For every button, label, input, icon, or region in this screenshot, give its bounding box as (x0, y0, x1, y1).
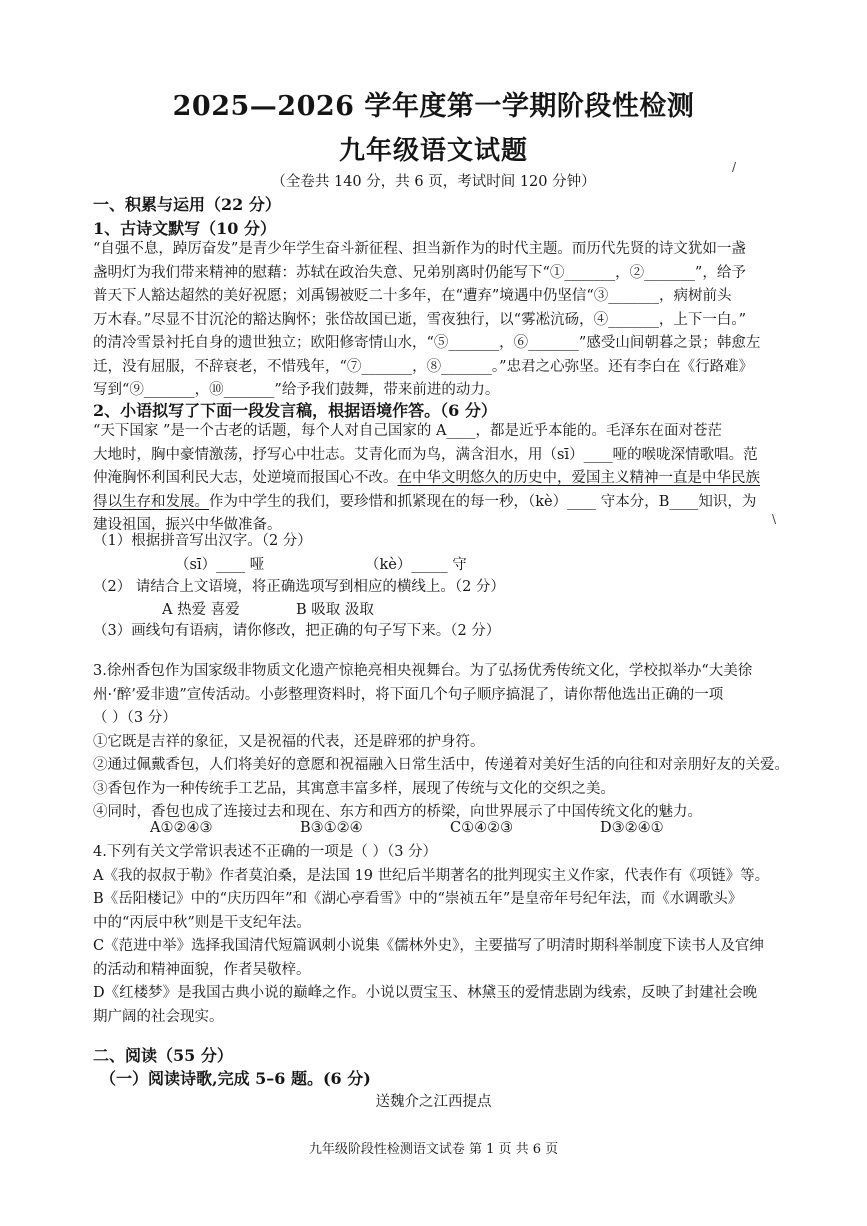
q2-sub1-item: （sī）____ 哑 (175, 557, 265, 573)
part2-heading: 二、阅读（55 分） (93, 1046, 233, 1065)
q4-line: 中的“丙辰中秋”则是干支纪年法。 (93, 914, 311, 931)
exam-info: （全卷共 140 分，共 6 页，考试时间 120 分钟） (271, 174, 596, 190)
part1-heading: 一、积累与运用（22 分） (93, 195, 281, 214)
poem-title: 送魏介之江西提点 (375, 1094, 492, 1110)
q2-underlined-sentence-part2: 得以生存和发展。 (93, 493, 209, 510)
q3-line: 州·‘醉’爱非遗”宣传活动。小彭整理资料时，将下面几个句子顺序搞混了，请你帮他选出正确的一项 (93, 686, 724, 703)
q1-body (93, 238, 793, 403)
q1-line: 普天下人豁达超然的美好祝愿；刘禹锡被贬二十多年，在“遭弃”境遇中仍坚信“③_______，病树前头 (93, 288, 732, 304)
exam-subject-title: 九年级语文试题 (338, 136, 528, 166)
q1-line: “自强不息，踔厉奋发”是青少年学生奋斗新征程、担当新作为的时代主题。而历代先贤的诗文犹如一盏 (93, 241, 746, 257)
q3-line: （ ）（3 分） (93, 710, 177, 726)
q2-body (93, 420, 793, 538)
q2-sub3: （3）画线句有语病，请你修改，把正确的句子写下来。（2 分） (93, 623, 501, 639)
q2-sub2-item: A 热爱 喜爱 (162, 602, 240, 618)
q2-underlined-sentence-part1: 在中华文明悠久的历史中，爱国主义精神一直是中华民族 (397, 470, 760, 486)
q3-options (150, 820, 750, 836)
q2-sub2-items (162, 598, 762, 619)
q2-sub2-item: B 吸取 汲取 (296, 602, 374, 618)
q1-heading: 1、古诗文默写（10 分） (93, 219, 276, 238)
q2-sub1: （1）根据拼音写出汉字。（2 分） (93, 533, 312, 549)
q3-line: 3.徐州香包作为国家级非物质文化遗产惊艳亮相央视舞台。为了弘扬优秀传统文化，学校拟举办“大美徐 (93, 663, 753, 679)
q1-line: 的清冷雪景衬托自身的遗世独立；欧阳修寄情山水，“⑤_______，⑥_______”感受山间朝暮之景；韩愈左 (93, 335, 761, 351)
q1-line: 万木春。”尽显不甘沉沦的豁达胸怀；张岱故国已逝，雪夜独行，以“雾凇沆砀，④_______，上下一白。” (93, 311, 746, 328)
q2-text: 仲淹胸怀利国利民大志，处逆境而报国心不改。 (93, 470, 398, 486)
q3-line: ①它既是吉祥的象征，又是祝福的代表，还是辟邪的护身符。 (93, 733, 485, 750)
q1-line: 盏明灯为我们带来精神的慰藉：苏轼在政治失意、兄弟别离时仍能写下“①_______，②_______”，给予 (93, 264, 746, 281)
q3-option-d: D③②④① (600, 820, 664, 836)
q4-line: 期广阔的社会现实。 (93, 1008, 224, 1025)
q2-line (93, 491, 793, 515)
stray-mark: / (732, 160, 737, 174)
q3-option-c: C①④②③ (450, 820, 514, 836)
q1-line: 写到“⑨_______，⑩_______”给予我们鼓舞，带来前进的动力。 (93, 382, 500, 398)
q4-line: B《岳阳楼记》中的“庆历四年”和《湖心亭看雪》中的“崇祯五年”是皇帝年号纪年法，而《水调歌头》 (93, 891, 743, 907)
q2-heading: 2、小语拟写了下面一段发言稿，根据语境作答。（6 分） (93, 401, 497, 420)
q4-line: 4.下列有关文学常识表述不正确的一项是（ ）（3 分） (93, 844, 438, 860)
q3-line: ④同时，香包也成了连接过去和现在、东方和西方的桥梁，向世界展示了中国传统文化的魅力。 (93, 804, 702, 820)
q2-line (93, 467, 793, 491)
q2-sub1-item: （kè）_____ 守 (365, 557, 467, 573)
q2-sub2: （2） 请结合上文语境，将正确选项写到相应的横线上。（2 分） (93, 579, 505, 595)
q2-line: “天下国家 ”是一个古老的话题，每个人对自己国家的 A____，都是近乎本能的。毛泽东在面对苍茫 (93, 423, 723, 439)
q3-option-b: B③①②④ (300, 820, 363, 836)
q3-line: ③香包作为一种传统手工艺品，其寓意丰富多样，展现了传统与文化的交织之美。 (93, 780, 615, 797)
q3-line: ②通过佩戴香包，人们将美好的意愿和祝福融入日常生活中，传递着对美好生活的向往和对亲朋好友的关爱。 (93, 757, 789, 773)
q2-text: 作为中学生的我们，要珍惜和抓紧现在的每一秒，（kè）____ 守本分，B____知识，为 (209, 493, 757, 510)
part2-sub-heading: （一）阅读诗歌,完成 5–6 题。(6 分) (100, 1069, 371, 1088)
q2-line: 建设祖国，振兴中华做准备。 (93, 517, 282, 533)
q4-line: C《范进中举》选择我国清代短篇讽刺小说集《儒林外史》，主要描写了明清时期科举制度下读书人及官绅 (93, 938, 764, 954)
q3-body (93, 660, 793, 825)
q2-line: 大地时，胸中豪情激荡，抒写心中壮志。艾青化而为鸟，满含泪水，用（sī）____哑的喉咙深情歌唱。范 (93, 446, 758, 463)
q4-line: 的活动和精神面貌，作者吴敬梓。 (93, 961, 311, 978)
stray-mark: \ (772, 512, 777, 526)
q2-sub1-items (175, 553, 775, 574)
exam-title: 2025—2026 学年度第一学期阶段性检测 (172, 91, 695, 122)
q1-line: 迁，没有屈服，不辞衰老，不惜残年，“⑦_______，⑧_______。”忠君之心弥坚。还有李白在《行路难》 (93, 358, 754, 375)
page-footer: 九年级阶段性检测语文试卷 第 1 页 共 6 页 (308, 1142, 559, 1157)
q4-body (93, 841, 793, 1029)
q3-option-a: A①②④③ (150, 820, 213, 836)
q4-line: A《我的叔叔于勒》作者莫泊桑，是法国 19 世纪后半期著名的批判现实主义作家，代表作有《项链》等。 (93, 867, 770, 884)
q4-line: D《红楼梦》是我国古典小说的巅峰之作。小说以贾宝玉、林黛玉的爱情悲剧为线索，反映了封建社会晚 (93, 985, 758, 1001)
